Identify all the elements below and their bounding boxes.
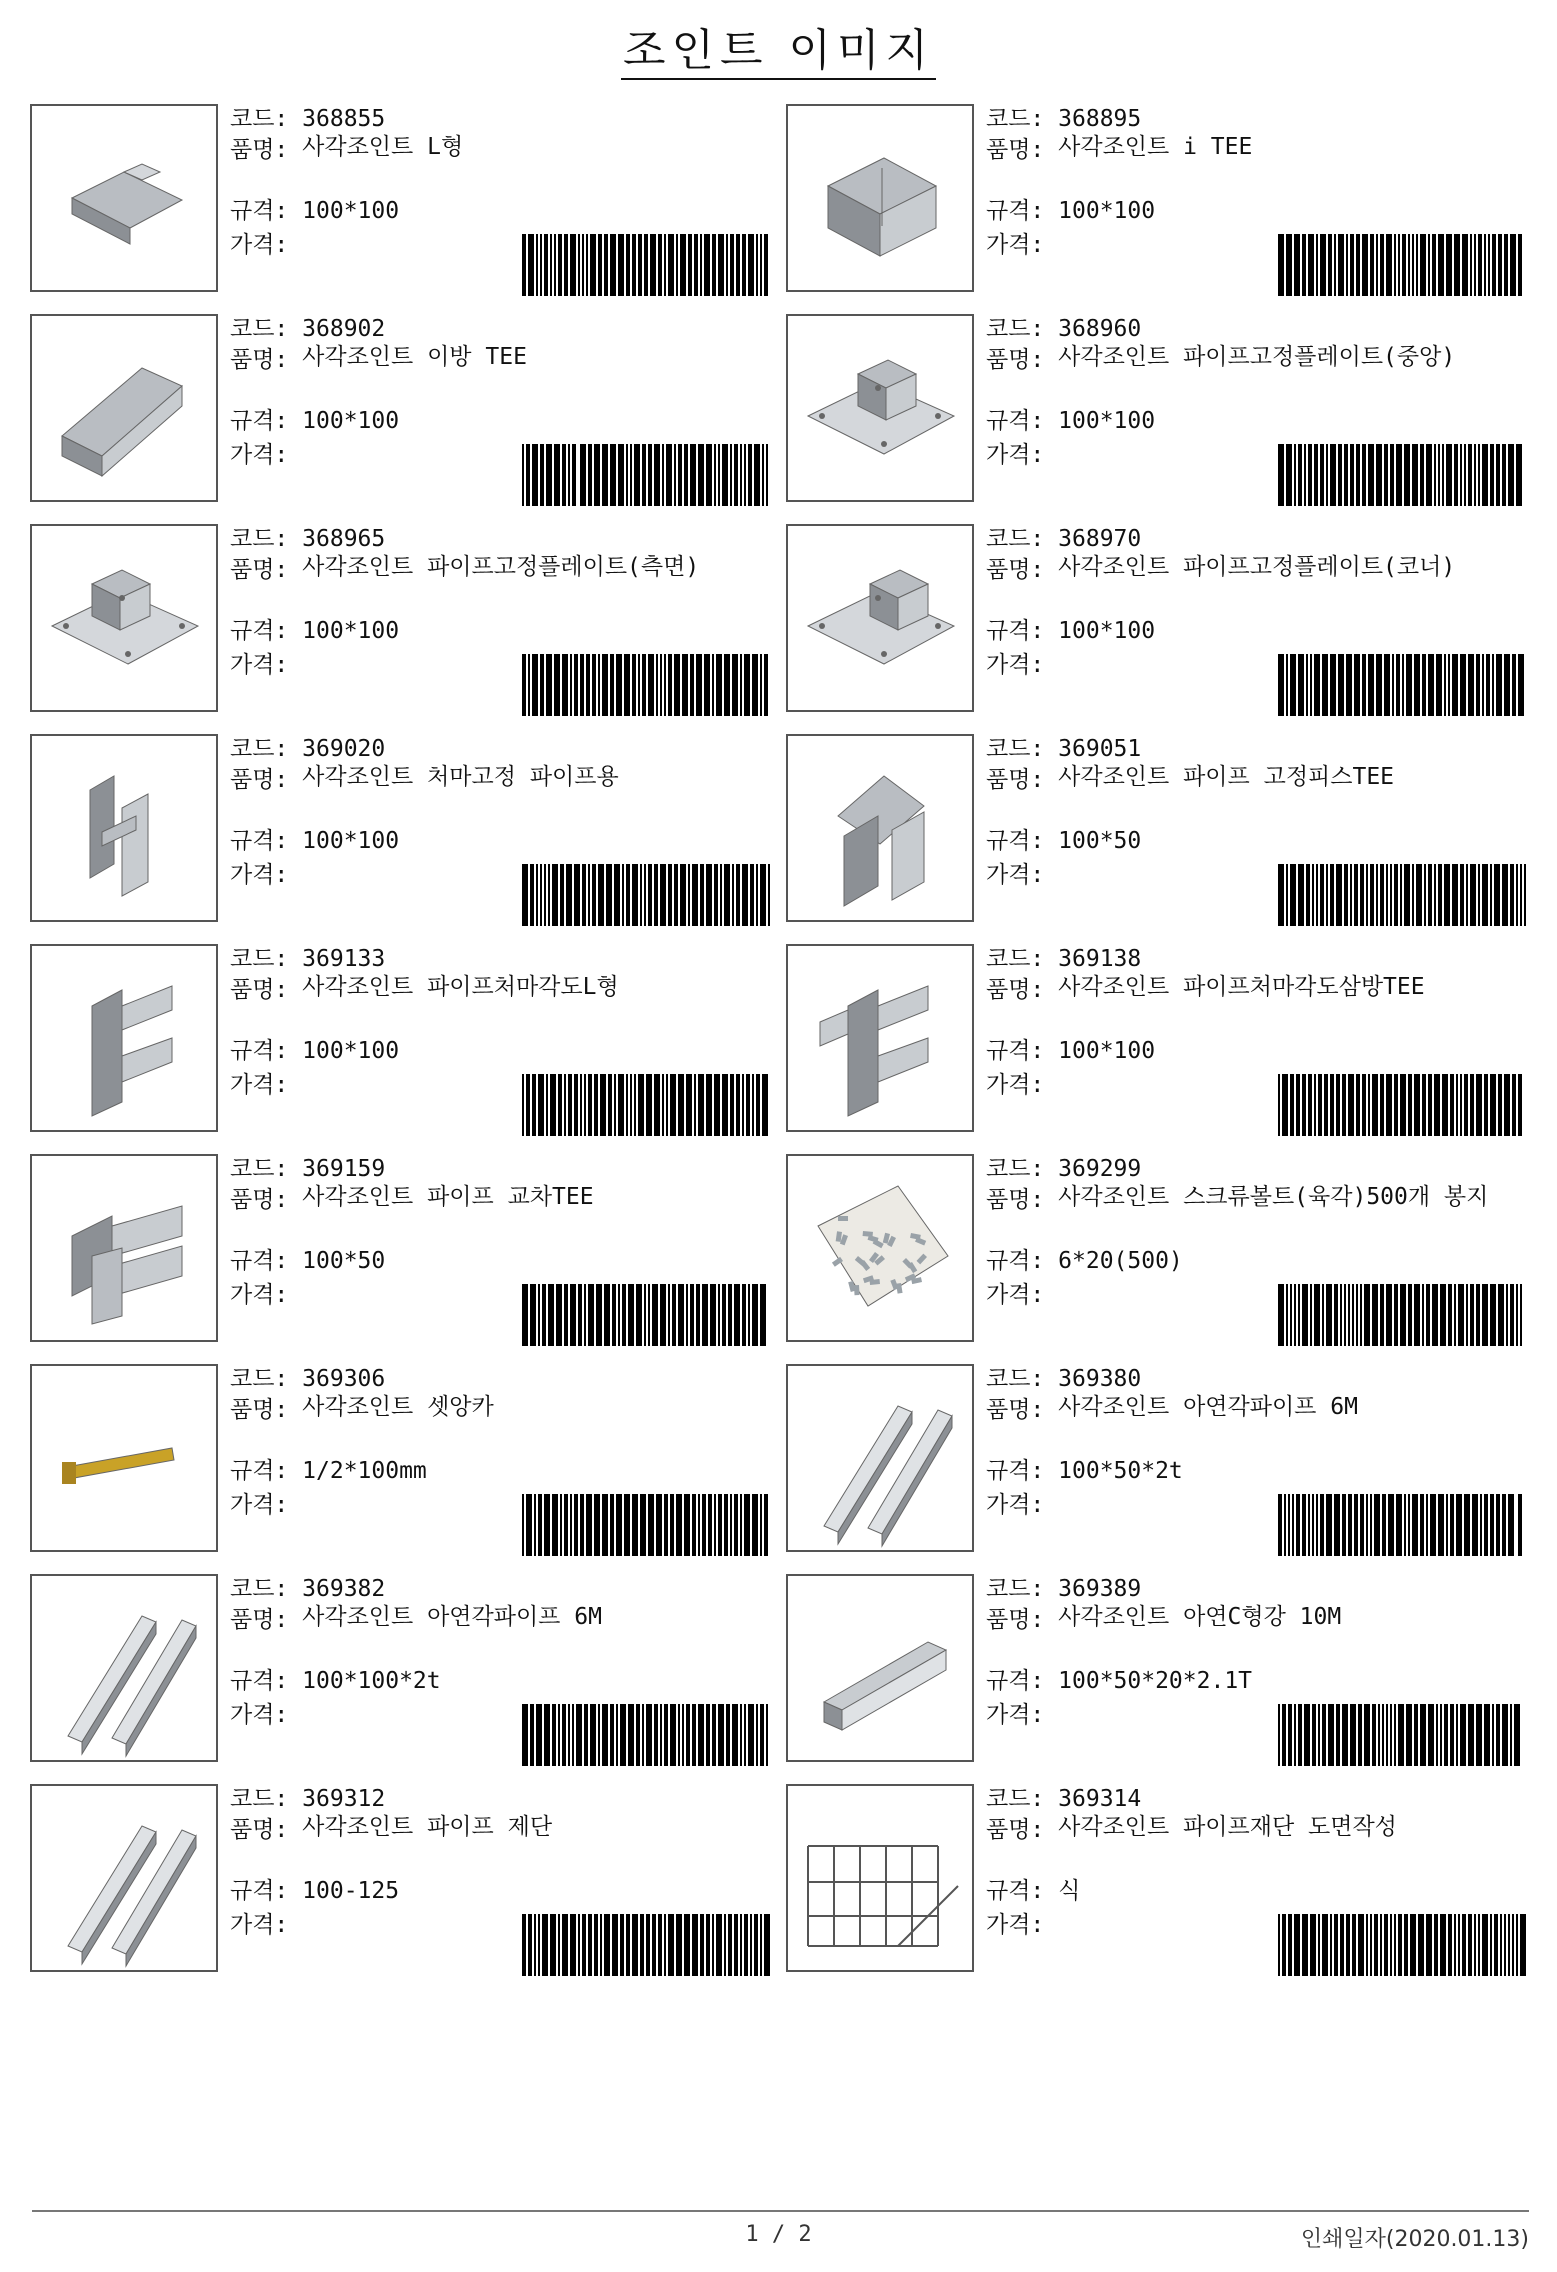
product-name-label: 품명: xyxy=(986,137,1045,163)
product-card xyxy=(786,734,1526,926)
product-name-label: 품명: xyxy=(986,557,1045,583)
product-code-row xyxy=(230,1574,385,1605)
product-name-row xyxy=(230,975,762,1006)
product-price-label: 가격: xyxy=(986,1912,1045,1938)
product-spec-label: 규격: xyxy=(986,1038,1045,1064)
product-code-row xyxy=(230,524,385,555)
product-code: 369314 xyxy=(1058,1786,1142,1812)
product-info xyxy=(230,104,770,296)
product-card xyxy=(786,314,1526,506)
product-spec-row xyxy=(986,406,1155,437)
product-spec-row xyxy=(986,1456,1183,1487)
eave-angle-l-icon xyxy=(30,944,218,1132)
product-code: 368970 xyxy=(1058,526,1142,552)
product-code-row xyxy=(986,104,1141,135)
product-info xyxy=(986,104,1526,296)
product-spec-label: 규격: xyxy=(986,618,1045,644)
product-name-row xyxy=(230,1395,762,1426)
product-name-label: 품명: xyxy=(230,347,289,373)
product-code: 368895 xyxy=(1058,106,1142,132)
product-name-label: 품명: xyxy=(986,1397,1045,1423)
barcode xyxy=(522,864,770,926)
product-code-row xyxy=(230,104,385,135)
product-info xyxy=(986,1154,1526,1346)
product-spec: 100*100 xyxy=(302,198,400,224)
product-spec-row xyxy=(230,1876,399,1907)
plate-side-icon xyxy=(30,524,218,712)
product-name-label: 품명: xyxy=(230,557,289,583)
fixing-tee-icon xyxy=(786,734,974,922)
barcode xyxy=(1278,1704,1526,1766)
product-price-row xyxy=(986,1280,1044,1311)
product-spec: 100*50 xyxy=(1058,828,1142,854)
product-spec-label: 규격: xyxy=(986,1248,1045,1274)
product-info xyxy=(230,1364,770,1556)
product-price-row xyxy=(986,1910,1044,1941)
plate-corner-icon xyxy=(786,524,974,712)
product-code-label: 코드: xyxy=(230,946,289,972)
product-card xyxy=(30,524,770,716)
product-name: 사각조인트 아연C형강 10M xyxy=(1058,1604,1342,1630)
barcode xyxy=(522,1284,770,1346)
product-name-label: 품명: xyxy=(986,347,1045,373)
product-info xyxy=(986,1574,1526,1766)
product-price-row xyxy=(230,230,288,261)
product-price-label: 가격: xyxy=(986,1072,1045,1098)
product-card xyxy=(30,1784,770,1976)
product-info xyxy=(230,1574,770,1766)
product-spec: 1/2*100mm xyxy=(302,1458,427,1484)
barcode xyxy=(1278,234,1526,296)
product-name-label: 품명: xyxy=(986,1607,1045,1633)
product-price-row xyxy=(230,1070,288,1101)
product-name-row xyxy=(230,135,762,166)
product-spec: 100*100 xyxy=(1058,198,1156,224)
product-name-label: 품명: xyxy=(230,1607,289,1633)
product-price-label: 가격: xyxy=(986,442,1045,468)
page-number: 1 / 2 xyxy=(745,2222,812,2247)
product-spec-row xyxy=(230,616,399,647)
product-code-label: 코드: xyxy=(986,1786,1045,1812)
product-name-row xyxy=(986,345,1518,376)
product-spec-row xyxy=(986,1036,1155,1067)
product-name: 사각조인트 L형 xyxy=(302,134,464,160)
product-spec-label: 규격: xyxy=(986,198,1045,224)
print-date: 인쇄일자(2020.01.13) xyxy=(1300,2227,1529,2252)
product-price-label: 가격: xyxy=(230,1492,289,1518)
product-price-label: 가격: xyxy=(230,442,289,468)
product-spec: 100*100 xyxy=(1058,618,1156,644)
product-spec: 100*100 xyxy=(302,828,400,854)
product-name: 사각조인트 셋앙카 xyxy=(302,1394,494,1420)
product-code: 369306 xyxy=(302,1366,386,1392)
product-spec-row xyxy=(986,1876,1080,1907)
barcode xyxy=(522,234,770,296)
product-code-row xyxy=(986,1784,1141,1815)
product-spec: 100*100 xyxy=(1058,1038,1156,1064)
product-name: 사각조인트 처마고정 파이프용 xyxy=(302,764,619,790)
product-name-label: 품명: xyxy=(986,1817,1045,1843)
product-price-label: 가격: xyxy=(986,652,1045,678)
product-code-label: 코드: xyxy=(230,526,289,552)
product-code-label: 코드: xyxy=(230,316,289,342)
product-spec-label: 규격: xyxy=(230,1248,289,1274)
footer-divider xyxy=(32,2210,1529,2212)
product-spec-row xyxy=(230,1456,427,1487)
product-code: 369138 xyxy=(1058,946,1142,972)
product-info xyxy=(230,1154,770,1346)
square-pipe-icon xyxy=(786,1364,974,1552)
product-spec-row xyxy=(230,826,399,857)
product-spec: 100*50*2t xyxy=(1058,1458,1183,1484)
product-name: 사각조인트 스크류볼트(육각)500개 봉지 xyxy=(1058,1184,1489,1210)
barcode xyxy=(1278,1914,1526,1976)
product-spec-label: 규격: xyxy=(230,1458,289,1484)
product-spec: 식 xyxy=(1058,1878,1081,1904)
product-name: 사각조인트 아연각파이프 6M xyxy=(302,1604,602,1630)
product-name-row xyxy=(230,555,762,586)
product-card xyxy=(786,104,1526,296)
product-price-row xyxy=(230,1700,288,1731)
barcode xyxy=(1278,864,1526,926)
product-price-row xyxy=(230,1280,288,1311)
product-spec: 100*100 xyxy=(302,408,400,434)
product-name-row xyxy=(986,975,1518,1006)
product-card xyxy=(30,734,770,926)
product-price-row xyxy=(986,1700,1044,1731)
l-joint-icon xyxy=(30,104,218,292)
product-card xyxy=(786,1154,1526,1346)
product-code-row xyxy=(986,1154,1141,1185)
product-spec: 100*50 xyxy=(302,1248,386,1274)
product-name: 사각조인트 파이프처마각도삼방TEE xyxy=(1058,974,1425,1000)
product-card xyxy=(786,1574,1526,1766)
product-spec-label: 규격: xyxy=(986,1458,1045,1484)
product-name: 사각조인트 파이프고정플레이트(코너) xyxy=(1058,554,1456,580)
product-spec-row xyxy=(230,196,399,227)
product-code: 368855 xyxy=(302,106,386,132)
product-code-row xyxy=(230,1154,385,1185)
product-price-label: 가격: xyxy=(230,232,289,258)
product-name: 사각조인트 파이프고정플레이트(중앙) xyxy=(1058,344,1456,370)
product-spec-label: 규격: xyxy=(230,198,289,224)
product-price-row xyxy=(986,440,1044,471)
two-way-tee-icon xyxy=(30,314,218,502)
eave-bracket-icon xyxy=(30,734,218,922)
product-code-label: 코드: xyxy=(230,736,289,762)
product-name-label: 품명: xyxy=(986,767,1045,793)
product-price-label: 가격: xyxy=(230,1282,289,1308)
product-info xyxy=(230,1784,770,1976)
product-code: 369133 xyxy=(302,946,386,972)
product-price-row xyxy=(986,1070,1044,1101)
product-code: 369389 xyxy=(1058,1576,1142,1602)
product-price-label: 가격: xyxy=(986,862,1045,888)
product-card xyxy=(786,1784,1526,1976)
product-spec: 100*100 xyxy=(302,618,400,644)
product-code-label: 코드: xyxy=(230,1786,289,1812)
product-info xyxy=(986,1784,1526,1976)
product-code-label: 코드: xyxy=(986,736,1045,762)
product-price-label: 가격: xyxy=(986,232,1045,258)
product-info xyxy=(986,314,1526,506)
product-code-label: 코드: xyxy=(986,1576,1045,1602)
product-price-label: 가격: xyxy=(230,652,289,678)
product-price-row xyxy=(230,1910,288,1941)
product-name: 사각조인트 파이프처마각도L형 xyxy=(302,974,619,1000)
product-code: 368902 xyxy=(302,316,386,342)
product-code: 368965 xyxy=(302,526,386,552)
product-code-label: 코드: xyxy=(230,1576,289,1602)
product-spec-label: 규격: xyxy=(986,828,1045,854)
product-code-row xyxy=(986,314,1141,345)
product-info xyxy=(986,1364,1526,1556)
product-info xyxy=(230,734,770,926)
product-spec: 100*100*2t xyxy=(302,1668,441,1694)
barcode xyxy=(1278,654,1526,716)
barcode xyxy=(522,1704,770,1766)
product-name-row xyxy=(986,1605,1518,1636)
product-price-label: 가격: xyxy=(986,1492,1045,1518)
product-code-row xyxy=(230,314,385,345)
i-tee-joint-icon xyxy=(786,104,974,292)
product-name-row xyxy=(230,1815,762,1846)
product-price-label: 가격: xyxy=(230,1702,289,1728)
product-code-row xyxy=(986,524,1141,555)
product-code-label: 코드: xyxy=(986,526,1045,552)
product-code: 369382 xyxy=(302,1576,386,1602)
product-code-label: 코드: xyxy=(986,1156,1045,1182)
product-info xyxy=(986,524,1526,716)
product-spec-label: 규격: xyxy=(230,1038,289,1064)
product-spec: 6*20(500) xyxy=(1058,1248,1183,1274)
product-name-row xyxy=(986,1185,1518,1216)
product-name: 사각조인트 파이프 제단 xyxy=(302,1814,553,1840)
product-name-label: 품명: xyxy=(230,767,289,793)
product-info xyxy=(986,734,1526,926)
product-name-label: 품명: xyxy=(230,977,289,1003)
product-card xyxy=(30,1154,770,1346)
product-spec-label: 규격: xyxy=(230,1668,289,1694)
barcode xyxy=(522,1494,770,1556)
product-name-label: 품명: xyxy=(986,977,1045,1003)
product-spec-row xyxy=(986,1666,1252,1697)
product-name-row xyxy=(230,1605,762,1636)
product-name: 사각조인트 파이프 교차TEE xyxy=(302,1184,594,1210)
product-price-row xyxy=(230,440,288,471)
product-spec-row xyxy=(986,1246,1183,1277)
product-price-row xyxy=(230,650,288,681)
product-code-label: 코드: xyxy=(230,1156,289,1182)
product-name: 사각조인트 아연각파이프 6M xyxy=(1058,1394,1358,1420)
product-card xyxy=(786,524,1526,716)
product-price-row xyxy=(230,860,288,891)
barcode xyxy=(522,1074,770,1136)
product-name-label: 품명: xyxy=(230,137,289,163)
eave-angle-tee-icon xyxy=(786,944,974,1132)
product-spec-row xyxy=(230,1666,441,1697)
product-code: 369020 xyxy=(302,736,386,762)
product-code-row xyxy=(986,944,1141,975)
product-price-row xyxy=(986,650,1044,681)
product-code-label: 코드: xyxy=(230,1366,289,1392)
product-info xyxy=(986,944,1526,1136)
product-card xyxy=(30,314,770,506)
plate-center-icon xyxy=(786,314,974,502)
barcode xyxy=(522,654,770,716)
product-name-row xyxy=(986,765,1518,796)
product-spec: 100-125 xyxy=(302,1878,400,1904)
product-name-label: 품명: xyxy=(230,1397,289,1423)
product-card xyxy=(30,1364,770,1556)
square-pipe-icon xyxy=(30,1574,218,1762)
product-spec-label: 규격: xyxy=(986,408,1045,434)
product-name: 사각조인트 이방 TEE xyxy=(302,344,527,370)
product-code: 369312 xyxy=(302,1786,386,1812)
product-code-label: 코드: xyxy=(986,1366,1045,1392)
product-code-row xyxy=(230,944,385,975)
product-name-row xyxy=(230,345,762,376)
product-price-label: 가격: xyxy=(230,862,289,888)
product-spec: 100*50*20*2.1T xyxy=(1058,1668,1253,1694)
product-price-label: 가격: xyxy=(986,1282,1045,1308)
product-info xyxy=(230,314,770,506)
product-spec-label: 규격: xyxy=(230,618,289,644)
barcode xyxy=(1278,1494,1526,1556)
product-spec-row xyxy=(230,1036,399,1067)
barcode xyxy=(1278,444,1526,506)
product-code-label: 코드: xyxy=(986,946,1045,972)
product-spec-row xyxy=(986,196,1155,227)
barcode xyxy=(1278,1284,1526,1346)
product-code: 369051 xyxy=(1058,736,1142,762)
product-code-row xyxy=(986,1364,1141,1395)
product-price-row xyxy=(986,860,1044,891)
product-price-label: 가격: xyxy=(230,1072,289,1098)
barcode xyxy=(522,444,770,506)
product-info xyxy=(230,944,770,1136)
product-code-label: 코드: xyxy=(986,106,1045,132)
product-code: 369299 xyxy=(1058,1156,1142,1182)
product-name: 사각조인트 파이프재단 도면작성 xyxy=(1058,1814,1397,1840)
product-code-row xyxy=(230,734,385,765)
page-title: 조인트 이미지 xyxy=(0,14,1557,70)
product-code-label: 코드: xyxy=(986,316,1045,342)
product-code: 369159 xyxy=(302,1156,386,1182)
product-name-row xyxy=(986,135,1518,166)
product-spec-label: 규격: xyxy=(230,408,289,434)
product-price-row xyxy=(230,1490,288,1521)
product-name-row xyxy=(986,1395,1518,1426)
product-name-row xyxy=(230,1185,762,1216)
product-code-row xyxy=(986,734,1141,765)
product-name: 사각조인트 i TEE xyxy=(1058,134,1253,160)
product-name: 사각조인트 파이프 고정피스TEE xyxy=(1058,764,1395,790)
product-spec-label: 규격: xyxy=(230,1878,289,1904)
product-name-label: 품명: xyxy=(230,1817,289,1843)
product-code: 368960 xyxy=(1058,316,1142,342)
product-price-row xyxy=(986,230,1044,261)
product-spec: 100*100 xyxy=(1058,408,1156,434)
product-name-row xyxy=(986,1815,1518,1846)
product-price-label: 가격: xyxy=(230,1912,289,1938)
product-spec-row xyxy=(230,1246,385,1277)
barcode xyxy=(522,1914,770,1976)
product-spec-row xyxy=(230,406,399,437)
product-info xyxy=(230,524,770,716)
product-spec-label: 규격: xyxy=(986,1668,1045,1694)
product-spec-row xyxy=(986,826,1141,857)
product-price-row xyxy=(986,1490,1044,1521)
product-code: 369380 xyxy=(1058,1366,1142,1392)
product-code-label: 코드: xyxy=(230,106,289,132)
product-code-row xyxy=(230,1784,385,1815)
product-spec-label: 규격: xyxy=(230,828,289,854)
structure-drawing-icon xyxy=(786,1784,974,1972)
product-name-row xyxy=(986,555,1518,586)
product-spec-row xyxy=(986,616,1155,647)
product-card xyxy=(786,944,1526,1136)
anchor-bolt-icon xyxy=(30,1364,218,1552)
product-spec: 100*100 xyxy=(302,1038,400,1064)
cross-tee-icon xyxy=(30,1154,218,1342)
barcode xyxy=(1278,1074,1526,1136)
product-card xyxy=(30,944,770,1136)
square-pipe-icon xyxy=(30,1784,218,1972)
product-name-label: 품명: xyxy=(230,1187,289,1213)
product-card xyxy=(30,104,770,296)
c-channel-icon xyxy=(786,1574,974,1762)
product-spec-label: 규격: xyxy=(986,1878,1045,1904)
product-price-label: 가격: xyxy=(986,1702,1045,1728)
screw-bag-icon xyxy=(786,1154,974,1342)
product-card xyxy=(786,1364,1526,1556)
product-name-row xyxy=(230,765,762,796)
product-name: 사각조인트 파이프고정플레이트(측면) xyxy=(302,554,700,580)
product-code-row xyxy=(230,1364,385,1395)
product-card xyxy=(30,1574,770,1766)
product-code-row xyxy=(986,1574,1141,1605)
product-name-label: 품명: xyxy=(986,1187,1045,1213)
